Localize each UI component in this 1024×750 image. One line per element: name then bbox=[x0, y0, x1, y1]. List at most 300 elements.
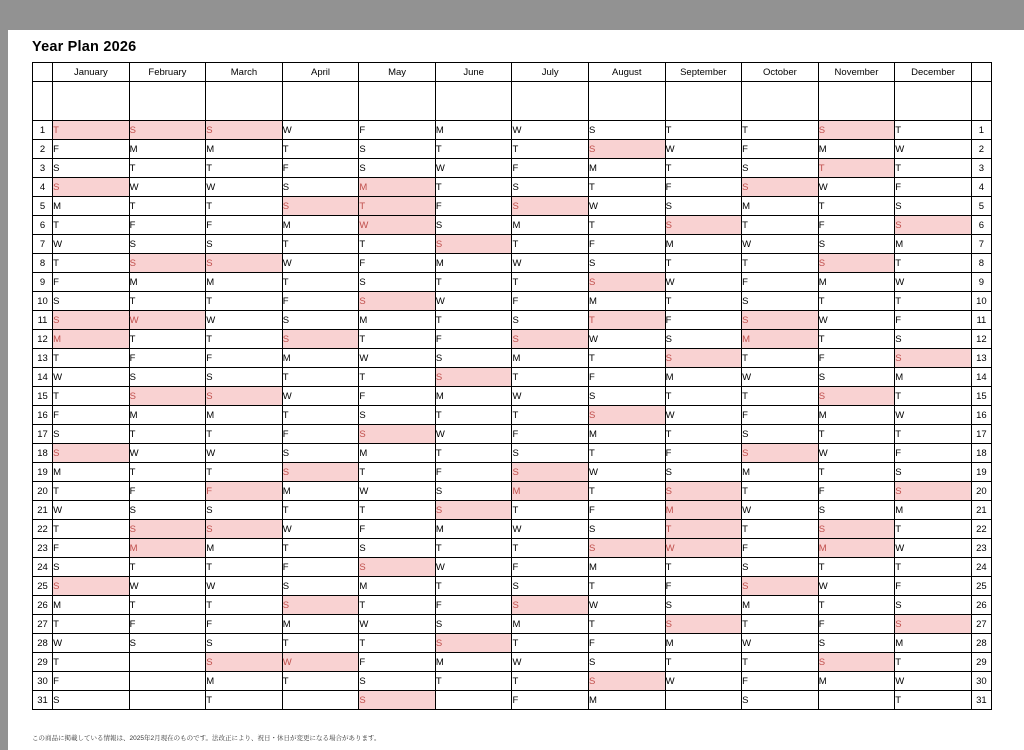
day-cell[interactable]: S bbox=[665, 349, 742, 368]
day-cell[interactable]: W bbox=[359, 349, 436, 368]
day-cell[interactable]: S bbox=[818, 235, 895, 254]
day-cell[interactable]: T bbox=[206, 425, 283, 444]
day-cell[interactable]: T bbox=[818, 558, 895, 577]
day-cell[interactable]: S bbox=[129, 235, 206, 254]
day-cell[interactable]: M bbox=[895, 501, 972, 520]
day-cell[interactable]: T bbox=[359, 634, 436, 653]
day-cell[interactable]: T bbox=[512, 368, 589, 387]
day-cell[interactable]: W bbox=[742, 235, 819, 254]
day-cell[interactable]: W bbox=[742, 501, 819, 520]
day-cell[interactable]: S bbox=[512, 330, 589, 349]
day-cell[interactable]: W bbox=[665, 539, 742, 558]
day-cell[interactable]: S bbox=[665, 216, 742, 235]
day-cell[interactable]: T bbox=[206, 691, 283, 710]
day-cell[interactable]: W bbox=[129, 311, 206, 330]
day-cell[interactable]: T bbox=[512, 406, 589, 425]
day-cell[interactable]: S bbox=[359, 425, 436, 444]
day-cell[interactable]: S bbox=[53, 558, 130, 577]
day-cell[interactable]: S bbox=[359, 273, 436, 292]
day-cell[interactable]: T bbox=[282, 406, 359, 425]
day-cell[interactable]: W bbox=[129, 178, 206, 197]
day-cell[interactable]: T bbox=[665, 558, 742, 577]
day-cell[interactable]: W bbox=[53, 235, 130, 254]
day-cell[interactable]: F bbox=[742, 140, 819, 159]
day-cell[interactable]: W bbox=[818, 311, 895, 330]
day-cell[interactable]: W bbox=[742, 634, 819, 653]
day-cell[interactable]: S bbox=[206, 254, 283, 273]
day-cell[interactable]: S bbox=[282, 596, 359, 615]
day-cell[interactable]: T bbox=[818, 463, 895, 482]
day-cell[interactable]: T bbox=[53, 121, 130, 140]
day-cell[interactable]: T bbox=[206, 330, 283, 349]
day-cell[interactable]: T bbox=[665, 387, 742, 406]
day-cell[interactable]: S bbox=[512, 463, 589, 482]
day-cell[interactable]: M bbox=[206, 672, 283, 691]
day-cell[interactable]: M bbox=[895, 235, 972, 254]
day-cell[interactable]: S bbox=[742, 577, 819, 596]
day-cell[interactable]: S bbox=[818, 254, 895, 273]
day-cell[interactable]: W bbox=[282, 254, 359, 273]
day-cell[interactable]: S bbox=[742, 558, 819, 577]
day-cell[interactable]: M bbox=[206, 140, 283, 159]
day-cell[interactable]: S bbox=[435, 482, 512, 501]
day-cell[interactable]: T bbox=[512, 672, 589, 691]
day-cell[interactable]: S bbox=[589, 387, 666, 406]
day-cell[interactable]: T bbox=[435, 178, 512, 197]
notes-cell-december[interactable] bbox=[895, 82, 972, 121]
day-cell[interactable]: S bbox=[742, 311, 819, 330]
day-cell[interactable]: F bbox=[282, 558, 359, 577]
day-cell[interactable]: W bbox=[895, 539, 972, 558]
day-cell[interactable]: F bbox=[53, 406, 130, 425]
day-cell[interactable]: T bbox=[665, 653, 742, 672]
day-cell[interactable]: W bbox=[895, 406, 972, 425]
day-cell[interactable]: T bbox=[895, 520, 972, 539]
day-cell[interactable]: S bbox=[895, 596, 972, 615]
day-cell[interactable]: S bbox=[742, 444, 819, 463]
day-cell[interactable]: T bbox=[818, 197, 895, 216]
day-cell[interactable]: S bbox=[818, 368, 895, 387]
day-cell[interactable]: M bbox=[129, 539, 206, 558]
day-cell[interactable]: T bbox=[435, 311, 512, 330]
day-cell[interactable]: M bbox=[282, 216, 359, 235]
day-cell[interactable]: W bbox=[282, 520, 359, 539]
day-cell[interactable]: S bbox=[129, 501, 206, 520]
day-cell[interactable]: T bbox=[818, 596, 895, 615]
day-cell[interactable]: T bbox=[53, 482, 130, 501]
day-cell[interactable]: T bbox=[818, 292, 895, 311]
day-cell[interactable]: T bbox=[895, 653, 972, 672]
day-cell[interactable]: T bbox=[742, 482, 819, 501]
day-cell[interactable]: M bbox=[282, 615, 359, 634]
day-cell[interactable]: S bbox=[512, 596, 589, 615]
day-cell[interactable]: T bbox=[282, 368, 359, 387]
day-cell[interactable]: S bbox=[589, 520, 666, 539]
day-cell[interactable]: F bbox=[53, 672, 130, 691]
notes-cell-april[interactable] bbox=[282, 82, 359, 121]
day-cell[interactable]: M bbox=[818, 273, 895, 292]
day-cell[interactable]: F bbox=[895, 178, 972, 197]
day-cell[interactable]: F bbox=[359, 121, 436, 140]
day-cell[interactable]: F bbox=[359, 254, 436, 273]
day-cell[interactable]: W bbox=[818, 577, 895, 596]
day-cell[interactable]: W bbox=[895, 140, 972, 159]
day-cell[interactable]: S bbox=[895, 482, 972, 501]
day-cell[interactable]: S bbox=[818, 387, 895, 406]
day-cell[interactable]: T bbox=[895, 691, 972, 710]
day-cell[interactable]: S bbox=[206, 368, 283, 387]
day-cell[interactable]: T bbox=[206, 463, 283, 482]
day-cell[interactable]: M bbox=[589, 691, 666, 710]
day-cell[interactable]: S bbox=[435, 368, 512, 387]
day-cell[interactable]: S bbox=[742, 178, 819, 197]
day-cell[interactable]: S bbox=[206, 520, 283, 539]
day-cell[interactable] bbox=[129, 672, 206, 691]
day-cell[interactable]: F bbox=[129, 482, 206, 501]
day-cell[interactable]: T bbox=[53, 349, 130, 368]
day-cell[interactable]: M bbox=[512, 349, 589, 368]
day-cell[interactable]: M bbox=[359, 577, 436, 596]
day-cell[interactable]: T bbox=[742, 349, 819, 368]
day-cell[interactable]: S bbox=[818, 121, 895, 140]
day-cell[interactable]: T bbox=[206, 292, 283, 311]
day-cell[interactable]: T bbox=[589, 577, 666, 596]
day-cell[interactable]: F bbox=[435, 596, 512, 615]
day-cell[interactable]: T bbox=[665, 254, 742, 273]
day-cell[interactable]: W bbox=[895, 672, 972, 691]
day-cell[interactable]: F bbox=[665, 178, 742, 197]
day-cell[interactable]: S bbox=[512, 311, 589, 330]
day-cell[interactable]: T bbox=[512, 501, 589, 520]
day-cell[interactable]: F bbox=[665, 577, 742, 596]
day-cell[interactable]: W bbox=[589, 197, 666, 216]
day-cell[interactable]: S bbox=[589, 406, 666, 425]
day-cell[interactable]: T bbox=[129, 596, 206, 615]
day-cell[interactable]: S bbox=[129, 387, 206, 406]
day-cell[interactable]: T bbox=[282, 140, 359, 159]
day-cell[interactable]: S bbox=[53, 444, 130, 463]
day-cell[interactable]: F bbox=[742, 273, 819, 292]
day-cell[interactable]: F bbox=[129, 349, 206, 368]
day-cell[interactable]: S bbox=[665, 463, 742, 482]
day-cell[interactable]: W bbox=[53, 634, 130, 653]
day-cell[interactable]: S bbox=[282, 330, 359, 349]
day-cell[interactable]: M bbox=[665, 368, 742, 387]
day-cell[interactable]: T bbox=[129, 292, 206, 311]
day-cell[interactable]: M bbox=[742, 330, 819, 349]
day-cell[interactable]: S bbox=[435, 501, 512, 520]
day-cell[interactable]: T bbox=[589, 615, 666, 634]
day-cell[interactable]: S bbox=[895, 216, 972, 235]
day-cell[interactable]: S bbox=[359, 691, 436, 710]
day-cell[interactable]: W bbox=[665, 273, 742, 292]
day-cell[interactable]: F bbox=[129, 216, 206, 235]
day-cell[interactable]: S bbox=[359, 159, 436, 178]
day-cell[interactable]: S bbox=[282, 178, 359, 197]
day-cell[interactable]: T bbox=[895, 558, 972, 577]
day-cell[interactable]: S bbox=[435, 615, 512, 634]
day-cell[interactable]: S bbox=[206, 235, 283, 254]
day-cell[interactable]: T bbox=[818, 330, 895, 349]
day-cell[interactable]: F bbox=[742, 672, 819, 691]
day-cell[interactable]: S bbox=[206, 501, 283, 520]
day-cell[interactable]: S bbox=[53, 425, 130, 444]
day-cell[interactable]: M bbox=[895, 368, 972, 387]
day-cell[interactable]: M bbox=[435, 520, 512, 539]
day-cell[interactable]: T bbox=[129, 463, 206, 482]
day-cell[interactable]: T bbox=[129, 330, 206, 349]
day-cell[interactable]: T bbox=[512, 539, 589, 558]
day-cell[interactable]: W bbox=[129, 577, 206, 596]
day-cell[interactable]: T bbox=[282, 539, 359, 558]
day-cell[interactable]: S bbox=[53, 292, 130, 311]
day-cell[interactable]: T bbox=[818, 159, 895, 178]
day-cell[interactable]: W bbox=[435, 159, 512, 178]
day-cell[interactable]: S bbox=[895, 330, 972, 349]
day-cell[interactable]: F bbox=[818, 482, 895, 501]
notes-cell-august[interactable] bbox=[589, 82, 666, 121]
day-cell[interactable]: S bbox=[53, 691, 130, 710]
day-cell[interactable]: S bbox=[665, 615, 742, 634]
day-cell[interactable]: W bbox=[435, 292, 512, 311]
day-cell[interactable]: T bbox=[129, 425, 206, 444]
day-cell[interactable]: W bbox=[282, 653, 359, 672]
day-cell[interactable] bbox=[129, 653, 206, 672]
day-cell[interactable]: F bbox=[359, 387, 436, 406]
day-cell[interactable]: S bbox=[282, 444, 359, 463]
day-cell[interactable]: M bbox=[282, 349, 359, 368]
day-cell[interactable]: T bbox=[53, 387, 130, 406]
day-cell[interactable]: S bbox=[742, 159, 819, 178]
day-cell[interactable]: W bbox=[206, 178, 283, 197]
day-cell[interactable]: T bbox=[129, 197, 206, 216]
day-cell[interactable]: T bbox=[129, 558, 206, 577]
day-cell[interactable]: S bbox=[129, 634, 206, 653]
day-cell[interactable]: T bbox=[512, 140, 589, 159]
day-cell[interactable]: M bbox=[818, 140, 895, 159]
day-cell[interactable]: W bbox=[206, 311, 283, 330]
day-cell[interactable]: T bbox=[589, 311, 666, 330]
day-cell[interactable]: W bbox=[359, 216, 436, 235]
day-cell[interactable]: T bbox=[359, 197, 436, 216]
day-cell[interactable]: T bbox=[206, 558, 283, 577]
day-cell[interactable]: T bbox=[282, 235, 359, 254]
day-cell[interactable]: S bbox=[818, 501, 895, 520]
day-cell[interactable]: M bbox=[206, 406, 283, 425]
day-cell[interactable]: T bbox=[742, 653, 819, 672]
day-cell[interactable]: T bbox=[665, 121, 742, 140]
day-cell[interactable]: M bbox=[589, 558, 666, 577]
day-cell[interactable]: W bbox=[435, 425, 512, 444]
day-cell[interactable]: F bbox=[435, 197, 512, 216]
day-cell[interactable]: T bbox=[282, 672, 359, 691]
day-cell[interactable]: S bbox=[512, 577, 589, 596]
day-cell[interactable]: F bbox=[895, 577, 972, 596]
day-cell[interactable]: M bbox=[206, 539, 283, 558]
day-cell[interactable]: W bbox=[665, 672, 742, 691]
day-cell[interactable]: W bbox=[206, 444, 283, 463]
day-cell[interactable]: W bbox=[512, 254, 589, 273]
day-cell[interactable]: T bbox=[206, 159, 283, 178]
day-cell[interactable]: M bbox=[435, 121, 512, 140]
notes-cell-february[interactable] bbox=[129, 82, 206, 121]
day-cell[interactable]: S bbox=[359, 539, 436, 558]
notes-cell-march[interactable] bbox=[206, 82, 283, 121]
day-cell[interactable]: M bbox=[435, 254, 512, 273]
day-cell[interactable]: S bbox=[742, 425, 819, 444]
day-cell[interactable]: M bbox=[742, 197, 819, 216]
day-cell[interactable]: T bbox=[435, 672, 512, 691]
day-cell[interactable]: M bbox=[665, 235, 742, 254]
day-cell[interactable]: T bbox=[359, 235, 436, 254]
day-cell[interactable]: T bbox=[665, 425, 742, 444]
day-cell[interactable]: W bbox=[282, 387, 359, 406]
day-cell[interactable]: M bbox=[512, 615, 589, 634]
day-cell[interactable]: T bbox=[435, 539, 512, 558]
day-cell[interactable]: S bbox=[53, 159, 130, 178]
day-cell[interactable]: M bbox=[53, 463, 130, 482]
day-cell[interactable]: M bbox=[359, 178, 436, 197]
day-cell[interactable]: S bbox=[435, 216, 512, 235]
day-cell[interactable]: T bbox=[282, 501, 359, 520]
day-cell[interactable]: W bbox=[512, 653, 589, 672]
day-cell[interactable]: T bbox=[53, 254, 130, 273]
day-cell[interactable]: T bbox=[206, 197, 283, 216]
day-cell[interactable]: W bbox=[589, 596, 666, 615]
day-cell[interactable]: F bbox=[282, 292, 359, 311]
day-cell[interactable]: S bbox=[818, 520, 895, 539]
day-cell[interactable]: T bbox=[742, 121, 819, 140]
day-cell[interactable]: F bbox=[818, 349, 895, 368]
day-cell[interactable]: S bbox=[435, 634, 512, 653]
day-cell[interactable]: T bbox=[435, 140, 512, 159]
day-cell[interactable]: F bbox=[435, 463, 512, 482]
day-cell[interactable]: T bbox=[895, 292, 972, 311]
day-cell[interactable]: F bbox=[206, 216, 283, 235]
day-cell[interactable]: M bbox=[665, 634, 742, 653]
day-cell[interactable]: W bbox=[512, 121, 589, 140]
day-cell[interactable]: F bbox=[206, 615, 283, 634]
day-cell[interactable]: S bbox=[435, 235, 512, 254]
day-cell[interactable]: S bbox=[665, 330, 742, 349]
day-cell[interactable]: W bbox=[818, 444, 895, 463]
day-cell[interactable]: S bbox=[589, 653, 666, 672]
day-cell[interactable] bbox=[665, 691, 742, 710]
day-cell[interactable]: T bbox=[53, 520, 130, 539]
day-cell[interactable]: T bbox=[53, 216, 130, 235]
day-cell[interactable]: S bbox=[512, 178, 589, 197]
day-cell[interactable]: S bbox=[895, 197, 972, 216]
notes-cell-june[interactable] bbox=[435, 82, 512, 121]
day-cell[interactable]: F bbox=[512, 292, 589, 311]
day-cell[interactable]: F bbox=[359, 520, 436, 539]
day-cell[interactable]: M bbox=[129, 406, 206, 425]
day-cell[interactable]: F bbox=[512, 425, 589, 444]
day-cell[interactable]: F bbox=[129, 615, 206, 634]
day-cell[interactable]: S bbox=[282, 577, 359, 596]
day-cell[interactable]: F bbox=[53, 273, 130, 292]
day-cell[interactable]: M bbox=[129, 140, 206, 159]
day-cell[interactable]: T bbox=[512, 235, 589, 254]
day-cell[interactable] bbox=[818, 691, 895, 710]
day-cell[interactable]: T bbox=[282, 273, 359, 292]
day-cell[interactable]: M bbox=[53, 596, 130, 615]
day-cell[interactable]: F bbox=[206, 482, 283, 501]
day-cell[interactable]: S bbox=[665, 482, 742, 501]
day-cell[interactable]: M bbox=[818, 539, 895, 558]
day-cell[interactable]: T bbox=[895, 387, 972, 406]
day-cell[interactable]: S bbox=[206, 387, 283, 406]
day-cell[interactable]: T bbox=[665, 292, 742, 311]
day-cell[interactable]: T bbox=[282, 634, 359, 653]
day-cell[interactable]: W bbox=[53, 368, 130, 387]
day-cell[interactable]: T bbox=[359, 368, 436, 387]
day-cell[interactable]: W bbox=[129, 444, 206, 463]
day-cell[interactable]: S bbox=[129, 121, 206, 140]
day-cell[interactable]: T bbox=[589, 444, 666, 463]
day-cell[interactable]: S bbox=[282, 463, 359, 482]
day-cell[interactable]: S bbox=[589, 672, 666, 691]
day-cell[interactable]: M bbox=[282, 482, 359, 501]
day-cell[interactable]: S bbox=[53, 577, 130, 596]
day-cell[interactable]: F bbox=[895, 444, 972, 463]
day-cell[interactable]: W bbox=[359, 615, 436, 634]
day-cell[interactable]: W bbox=[895, 273, 972, 292]
day-cell[interactable]: T bbox=[206, 596, 283, 615]
day-cell[interactable]: T bbox=[665, 159, 742, 178]
day-cell[interactable]: T bbox=[818, 425, 895, 444]
day-cell[interactable]: S bbox=[359, 672, 436, 691]
day-cell[interactable]: T bbox=[589, 482, 666, 501]
day-cell[interactable]: T bbox=[129, 159, 206, 178]
day-cell[interactable]: T bbox=[895, 425, 972, 444]
day-cell[interactable]: T bbox=[53, 653, 130, 672]
day-cell[interactable]: M bbox=[589, 159, 666, 178]
day-cell[interactable]: W bbox=[282, 121, 359, 140]
day-cell[interactable]: M bbox=[589, 292, 666, 311]
day-cell[interactable]: T bbox=[895, 159, 972, 178]
day-cell[interactable]: T bbox=[665, 520, 742, 539]
day-cell[interactable]: S bbox=[53, 311, 130, 330]
day-cell[interactable]: W bbox=[512, 387, 589, 406]
day-cell[interactable]: W bbox=[589, 463, 666, 482]
day-cell[interactable]: M bbox=[359, 311, 436, 330]
day-cell[interactable]: S bbox=[206, 653, 283, 672]
day-cell[interactable]: F bbox=[589, 501, 666, 520]
day-cell[interactable]: M bbox=[435, 387, 512, 406]
day-cell[interactable]: S bbox=[129, 368, 206, 387]
day-cell[interactable]: F bbox=[282, 425, 359, 444]
notes-cell-november[interactable] bbox=[818, 82, 895, 121]
notes-cell-may[interactable] bbox=[359, 82, 436, 121]
notes-cell-july[interactable] bbox=[512, 82, 589, 121]
day-cell[interactable]: T bbox=[435, 273, 512, 292]
day-cell[interactable]: M bbox=[895, 634, 972, 653]
day-cell[interactable]: T bbox=[589, 216, 666, 235]
day-cell[interactable]: M bbox=[53, 197, 130, 216]
day-cell[interactable]: T bbox=[53, 615, 130, 634]
day-cell[interactable]: S bbox=[359, 558, 436, 577]
day-cell[interactable]: S bbox=[895, 349, 972, 368]
day-cell[interactable]: T bbox=[742, 216, 819, 235]
day-cell[interactable]: T bbox=[742, 387, 819, 406]
day-cell[interactable]: M bbox=[742, 463, 819, 482]
day-cell[interactable]: F bbox=[53, 140, 130, 159]
day-cell[interactable]: S bbox=[589, 254, 666, 273]
day-cell[interactable]: M bbox=[512, 482, 589, 501]
day-cell[interactable]: M bbox=[512, 216, 589, 235]
day-cell[interactable]: F bbox=[742, 539, 819, 558]
